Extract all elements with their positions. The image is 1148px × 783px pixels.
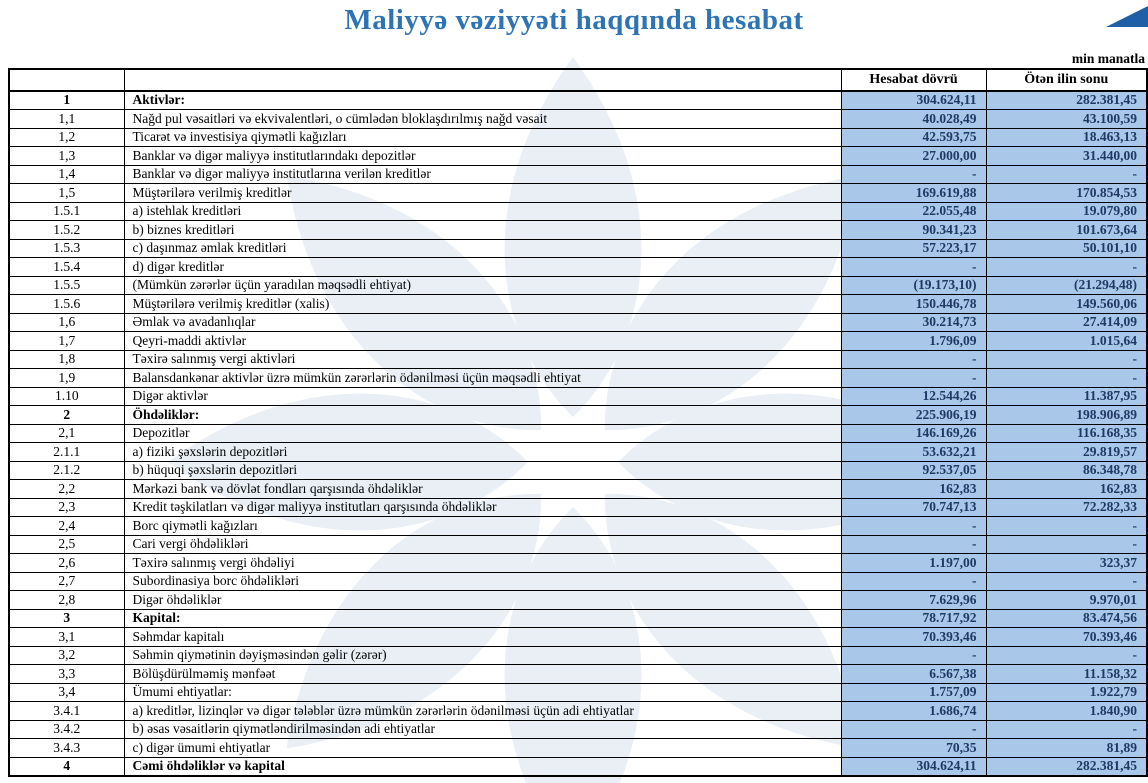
row-number-cell: 3.4.3 — [9, 739, 124, 758]
previous-period-value-cell: 1.015,64 — [986, 332, 1147, 351]
table-row — [9, 350, 1147, 369]
table-row — [9, 535, 1147, 554]
current-period-value-cell: 90.341,23 — [841, 221, 986, 240]
table-row — [9, 202, 1147, 221]
current-period-value-cell: 70.747,13 — [841, 498, 986, 517]
row-label-cell: (Mümkün zərərlər üçün yaradılan məqsədli ehtiyat) — [124, 276, 841, 295]
row-number-cell: 1.5.6 — [9, 295, 124, 314]
row-label-cell: Müştərilərə verilmiş kreditlər (xalis) — [124, 295, 841, 314]
table-row — [9, 554, 1147, 573]
row-number-cell: 2,2 — [9, 480, 124, 499]
table-row — [9, 184, 1147, 203]
row-label-cell: Təxirə salınmış vergi aktivləri — [124, 350, 841, 369]
current-period-value-cell: 27.000,00 — [841, 147, 986, 166]
column-header-label — [124, 69, 841, 91]
current-period-value-cell: - — [841, 535, 986, 554]
report-table-container — [8, 68, 1148, 777]
table-row — [9, 221, 1147, 240]
previous-period-value-cell: - — [986, 258, 1147, 277]
table-row — [9, 572, 1147, 591]
table-row — [9, 628, 1147, 647]
previous-period-value-cell: - — [986, 517, 1147, 536]
previous-period-value-cell: 11.158,32 — [986, 665, 1147, 684]
current-period-value-cell: - — [841, 646, 986, 665]
table-header-row — [9, 69, 1147, 91]
row-label-cell: c) digər ümumi ehtiyatlar — [124, 739, 841, 758]
row-number-cell: 1,4 — [9, 165, 124, 184]
table-row — [9, 239, 1147, 258]
previous-period-value-cell: 282.381,45 — [986, 757, 1147, 776]
previous-period-value-cell: 323,37 — [986, 554, 1147, 573]
row-label-cell: a) fiziki şəxslərin depozitləri — [124, 443, 841, 462]
previous-period-value-cell: 27.414,09 — [986, 313, 1147, 332]
row-number-cell: 1.10 — [9, 387, 124, 406]
previous-period-value-cell: 1.922,79 — [986, 683, 1147, 702]
row-number-cell: 1,3 — [9, 147, 124, 166]
corner-triangle-icon — [1106, 6, 1148, 28]
row-label-cell: Digər öhdəliklər — [124, 591, 841, 610]
previous-period-value-cell: 50.101,10 — [986, 239, 1147, 258]
previous-period-value-cell: - — [986, 165, 1147, 184]
row-number-cell: 1,5 — [9, 184, 124, 203]
previous-period-value-cell: 198.906,89 — [986, 406, 1147, 425]
current-period-value-cell: 70.393,46 — [841, 628, 986, 647]
previous-period-value-cell: 11.387,95 — [986, 387, 1147, 406]
previous-period-value-cell: 116.168,35 — [986, 424, 1147, 443]
row-number-cell: 4 — [9, 757, 124, 776]
row-label-cell: Qeyri-maddi aktivlər — [124, 332, 841, 351]
row-number-cell: 1.5.1 — [9, 202, 124, 221]
table-row — [9, 609, 1147, 628]
row-label-cell: Səhmdar kapitalı — [124, 628, 841, 647]
current-period-value-cell: 57.223,17 — [841, 239, 986, 258]
row-label-cell: Kapital: — [124, 609, 841, 628]
current-period-value-cell: 53.632,21 — [841, 443, 986, 462]
row-label-cell: Səhmin qiymətinin dəyişməsindən gəlir (zərər) — [124, 646, 841, 665]
column-header-number — [9, 69, 124, 91]
row-label-cell: Depozitlər — [124, 424, 841, 443]
row-number-cell: 3.4.2 — [9, 720, 124, 739]
unit-note: min manatla — [1071, 51, 1145, 66]
previous-period-value-cell: 31.440,00 — [986, 147, 1147, 166]
previous-period-value-cell: 43.100,59 — [986, 110, 1147, 129]
current-period-value-cell: 30.214,73 — [841, 313, 986, 332]
previous-period-value-cell: 18.463,13 — [986, 128, 1147, 147]
row-number-cell: 1 — [9, 91, 124, 110]
previous-period-value-cell: 101.673,64 — [986, 221, 1147, 240]
row-label-cell: Borc qiymətli kağızları — [124, 517, 841, 536]
row-number-cell: 3,4 — [9, 683, 124, 702]
current-period-value-cell: 40.028,49 — [841, 110, 986, 129]
row-number-cell: 1.5.5 — [9, 276, 124, 295]
row-number-cell: 2,4 — [9, 517, 124, 536]
row-label-cell: Əmlak və avadanlıqlar — [124, 313, 841, 332]
table-row — [9, 443, 1147, 462]
row-number-cell: 3 — [9, 609, 124, 628]
row-label-cell: Müştərilərə verilmiş kreditlər — [124, 184, 841, 203]
row-number-cell: 3,3 — [9, 665, 124, 684]
current-period-value-cell: 162,83 — [841, 480, 986, 499]
previous-period-value-cell: 86.348,78 — [986, 461, 1147, 480]
table-row — [9, 739, 1147, 758]
table-row — [9, 591, 1147, 610]
row-number-cell: 1.5.2 — [9, 221, 124, 240]
row-number-cell: 1,9 — [9, 369, 124, 388]
current-period-value-cell: - — [841, 369, 986, 388]
current-period-value-cell: - — [841, 258, 986, 277]
row-number-cell: 1,8 — [9, 350, 124, 369]
table-row — [9, 313, 1147, 332]
current-period-value-cell: (19.173,10) — [841, 276, 986, 295]
table-row — [9, 480, 1147, 499]
current-period-value-cell: - — [841, 165, 986, 184]
previous-period-value-cell: 170.854,53 — [986, 184, 1147, 203]
current-period-value-cell: 225.906,19 — [841, 406, 986, 425]
previous-period-value-cell: 9.970,01 — [986, 591, 1147, 610]
row-number-cell: 2,3 — [9, 498, 124, 517]
current-period-value-cell: 1.796,09 — [841, 332, 986, 351]
current-period-value-cell: 1.757,09 — [841, 683, 986, 702]
row-label-cell: Subordinasiya borc öhdəlikləri — [124, 572, 841, 591]
row-label-cell: Ticarət və investisiya qiymətli kağızları — [124, 128, 841, 147]
row-label-cell: Öhdəliklər: — [124, 406, 841, 425]
row-number-cell: 1,2 — [9, 128, 124, 147]
row-label-cell: Nağd pul vəsaitləri və ekvivalentləri, o cümlədən bloklaşdırılmış nağd vəsait — [124, 110, 841, 129]
row-label-cell: Mərkəzi bank və dövlət fondları qarşısında öhdəliklər — [124, 480, 841, 499]
row-label-cell: d) digər kreditlər — [124, 258, 841, 277]
row-label-cell: Təxirə salınmış vergi öhdəliyi — [124, 554, 841, 573]
current-period-value-cell: 22.055,48 — [841, 202, 986, 221]
row-label-cell: a) kreditlər, lizinqlər və digər tələblər üzrə mümkün zərərlərin ödənilməsi üçün adi ehtiyatlar — [124, 702, 841, 721]
previous-period-value-cell: 29.819,57 — [986, 443, 1147, 462]
current-period-value-cell: - — [841, 572, 986, 591]
previous-period-value-cell: - — [986, 572, 1147, 591]
table-row — [9, 332, 1147, 351]
row-label-cell: Balansdankənar aktivlər üzrə mümkün zərərlərin ödənilməsi üçün məqsədli ehtiyat — [124, 369, 841, 388]
page-title: Maliyyə vəziyyəti haqqında hesabat — [344, 4, 804, 36]
row-label-cell: Banklar və digər maliyyə institutlarına verilən kreditlər — [124, 165, 841, 184]
previous-period-value-cell: - — [986, 646, 1147, 665]
row-number-cell: 1.5.3 — [9, 239, 124, 258]
previous-period-value-cell: 1.840,90 — [986, 702, 1147, 721]
row-number-cell: 3.4.1 — [9, 702, 124, 721]
table-row — [9, 461, 1147, 480]
current-period-value-cell: 169.619,88 — [841, 184, 986, 203]
previous-period-value-cell: 70.393,46 — [986, 628, 1147, 647]
current-period-value-cell: - — [841, 517, 986, 536]
row-label-cell: Digər aktivlər — [124, 387, 841, 406]
table-row — [9, 665, 1147, 684]
row-number-cell: 2 — [9, 406, 124, 425]
current-period-value-cell: 1.197,00 — [841, 554, 986, 573]
current-period-value-cell: 304.624,11 — [841, 757, 986, 776]
table-row — [9, 646, 1147, 665]
previous-period-value-cell: 83.474,56 — [986, 609, 1147, 628]
current-period-value-cell: 304.624,11 — [841, 91, 986, 110]
previous-period-value-cell: (21.294,48) — [986, 276, 1147, 295]
previous-period-value-cell: 72.282,33 — [986, 498, 1147, 517]
row-label-cell: b) əsas vəsaitlərin qiymətləndirilməsindən adi ehtiyatlar — [124, 720, 841, 739]
previous-period-value-cell: - — [986, 720, 1147, 739]
table-row — [9, 128, 1147, 147]
table-row — [9, 147, 1147, 166]
current-period-value-cell: 12.544,26 — [841, 387, 986, 406]
current-period-value-cell: 146.169,26 — [841, 424, 986, 443]
current-period-value-cell: 150.446,78 — [841, 295, 986, 314]
row-label-cell: Aktivlər: — [124, 91, 841, 110]
row-label-cell: b) biznes kreditləri — [124, 221, 841, 240]
current-period-value-cell: 78.717,92 — [841, 609, 986, 628]
current-period-value-cell: 92.537,05 — [841, 461, 986, 480]
row-number-cell: 2,6 — [9, 554, 124, 573]
current-period-value-cell: 42.593,75 — [841, 128, 986, 147]
table-row — [9, 683, 1147, 702]
previous-period-value-cell: - — [986, 350, 1147, 369]
previous-period-value-cell: 149.560,06 — [986, 295, 1147, 314]
row-label-cell: c) daşınmaz əmlak kreditləri — [124, 239, 841, 258]
previous-period-value-cell: 81,89 — [986, 739, 1147, 758]
column-header-previous-period: Ötən ilin sonu — [986, 69, 1147, 91]
report-table — [8, 68, 1148, 777]
row-label-cell: Cəmi öhdəliklər və kapital — [124, 757, 841, 776]
row-number-cell: 1.5.4 — [9, 258, 124, 277]
row-number-cell: 2,8 — [9, 591, 124, 610]
table-row — [9, 295, 1147, 314]
table-row — [9, 258, 1147, 277]
column-header-current-period: Hesabat dövrü — [841, 69, 986, 91]
table-row — [9, 369, 1147, 388]
row-number-cell: 2,1 — [9, 424, 124, 443]
row-number-cell: 1,1 — [9, 110, 124, 129]
table-row — [9, 702, 1147, 721]
previous-period-value-cell: - — [986, 369, 1147, 388]
row-label-cell: Cari vergi öhdəlikləri — [124, 535, 841, 554]
row-label-cell: Ümumi ehtiyatlar: — [124, 683, 841, 702]
row-label-cell: Bölüşdürülməmiş mənfəət — [124, 665, 841, 684]
table-row — [9, 387, 1147, 406]
row-number-cell: 2.1.2 — [9, 461, 124, 480]
table-row — [9, 757, 1147, 776]
table-row — [9, 165, 1147, 184]
current-period-value-cell: - — [841, 720, 986, 739]
row-label-cell: a) istehlak kreditləri — [124, 202, 841, 221]
table-row — [9, 720, 1147, 739]
previous-period-value-cell: 19.079,80 — [986, 202, 1147, 221]
current-period-value-cell: 6.567,38 — [841, 665, 986, 684]
table-row — [9, 91, 1147, 110]
current-period-value-cell: 7.629,96 — [841, 591, 986, 610]
table-row — [9, 517, 1147, 536]
row-number-cell: 2,5 — [9, 535, 124, 554]
current-period-value-cell: 70,35 — [841, 739, 986, 758]
previous-period-value-cell: - — [986, 535, 1147, 554]
row-number-cell: 2,7 — [9, 572, 124, 591]
row-number-cell: 1,7 — [9, 332, 124, 351]
table-row — [9, 406, 1147, 425]
row-number-cell: 3,2 — [9, 646, 124, 665]
table-row — [9, 110, 1147, 129]
table-row — [9, 424, 1147, 443]
report-table-body — [9, 91, 1147, 776]
previous-period-value-cell: 282.381,45 — [986, 91, 1147, 110]
row-label-cell: b) hüquqi şəxslərin depozitləri — [124, 461, 841, 480]
current-period-value-cell: - — [841, 350, 986, 369]
current-period-value-cell: 1.686,74 — [841, 702, 986, 721]
table-row — [9, 498, 1147, 517]
row-number-cell: 2.1.1 — [9, 443, 124, 462]
row-label-cell: Banklar və digər maliyyə institutlarındakı depozitlər — [124, 147, 841, 166]
table-row — [9, 276, 1147, 295]
row-number-cell: 3,1 — [9, 628, 124, 647]
row-number-cell: 1,6 — [9, 313, 124, 332]
row-label-cell: Kredit təşkilatları və digər maliyyə institutları qarşısında öhdəliklər — [124, 498, 841, 517]
previous-period-value-cell: 162,83 — [986, 480, 1147, 499]
